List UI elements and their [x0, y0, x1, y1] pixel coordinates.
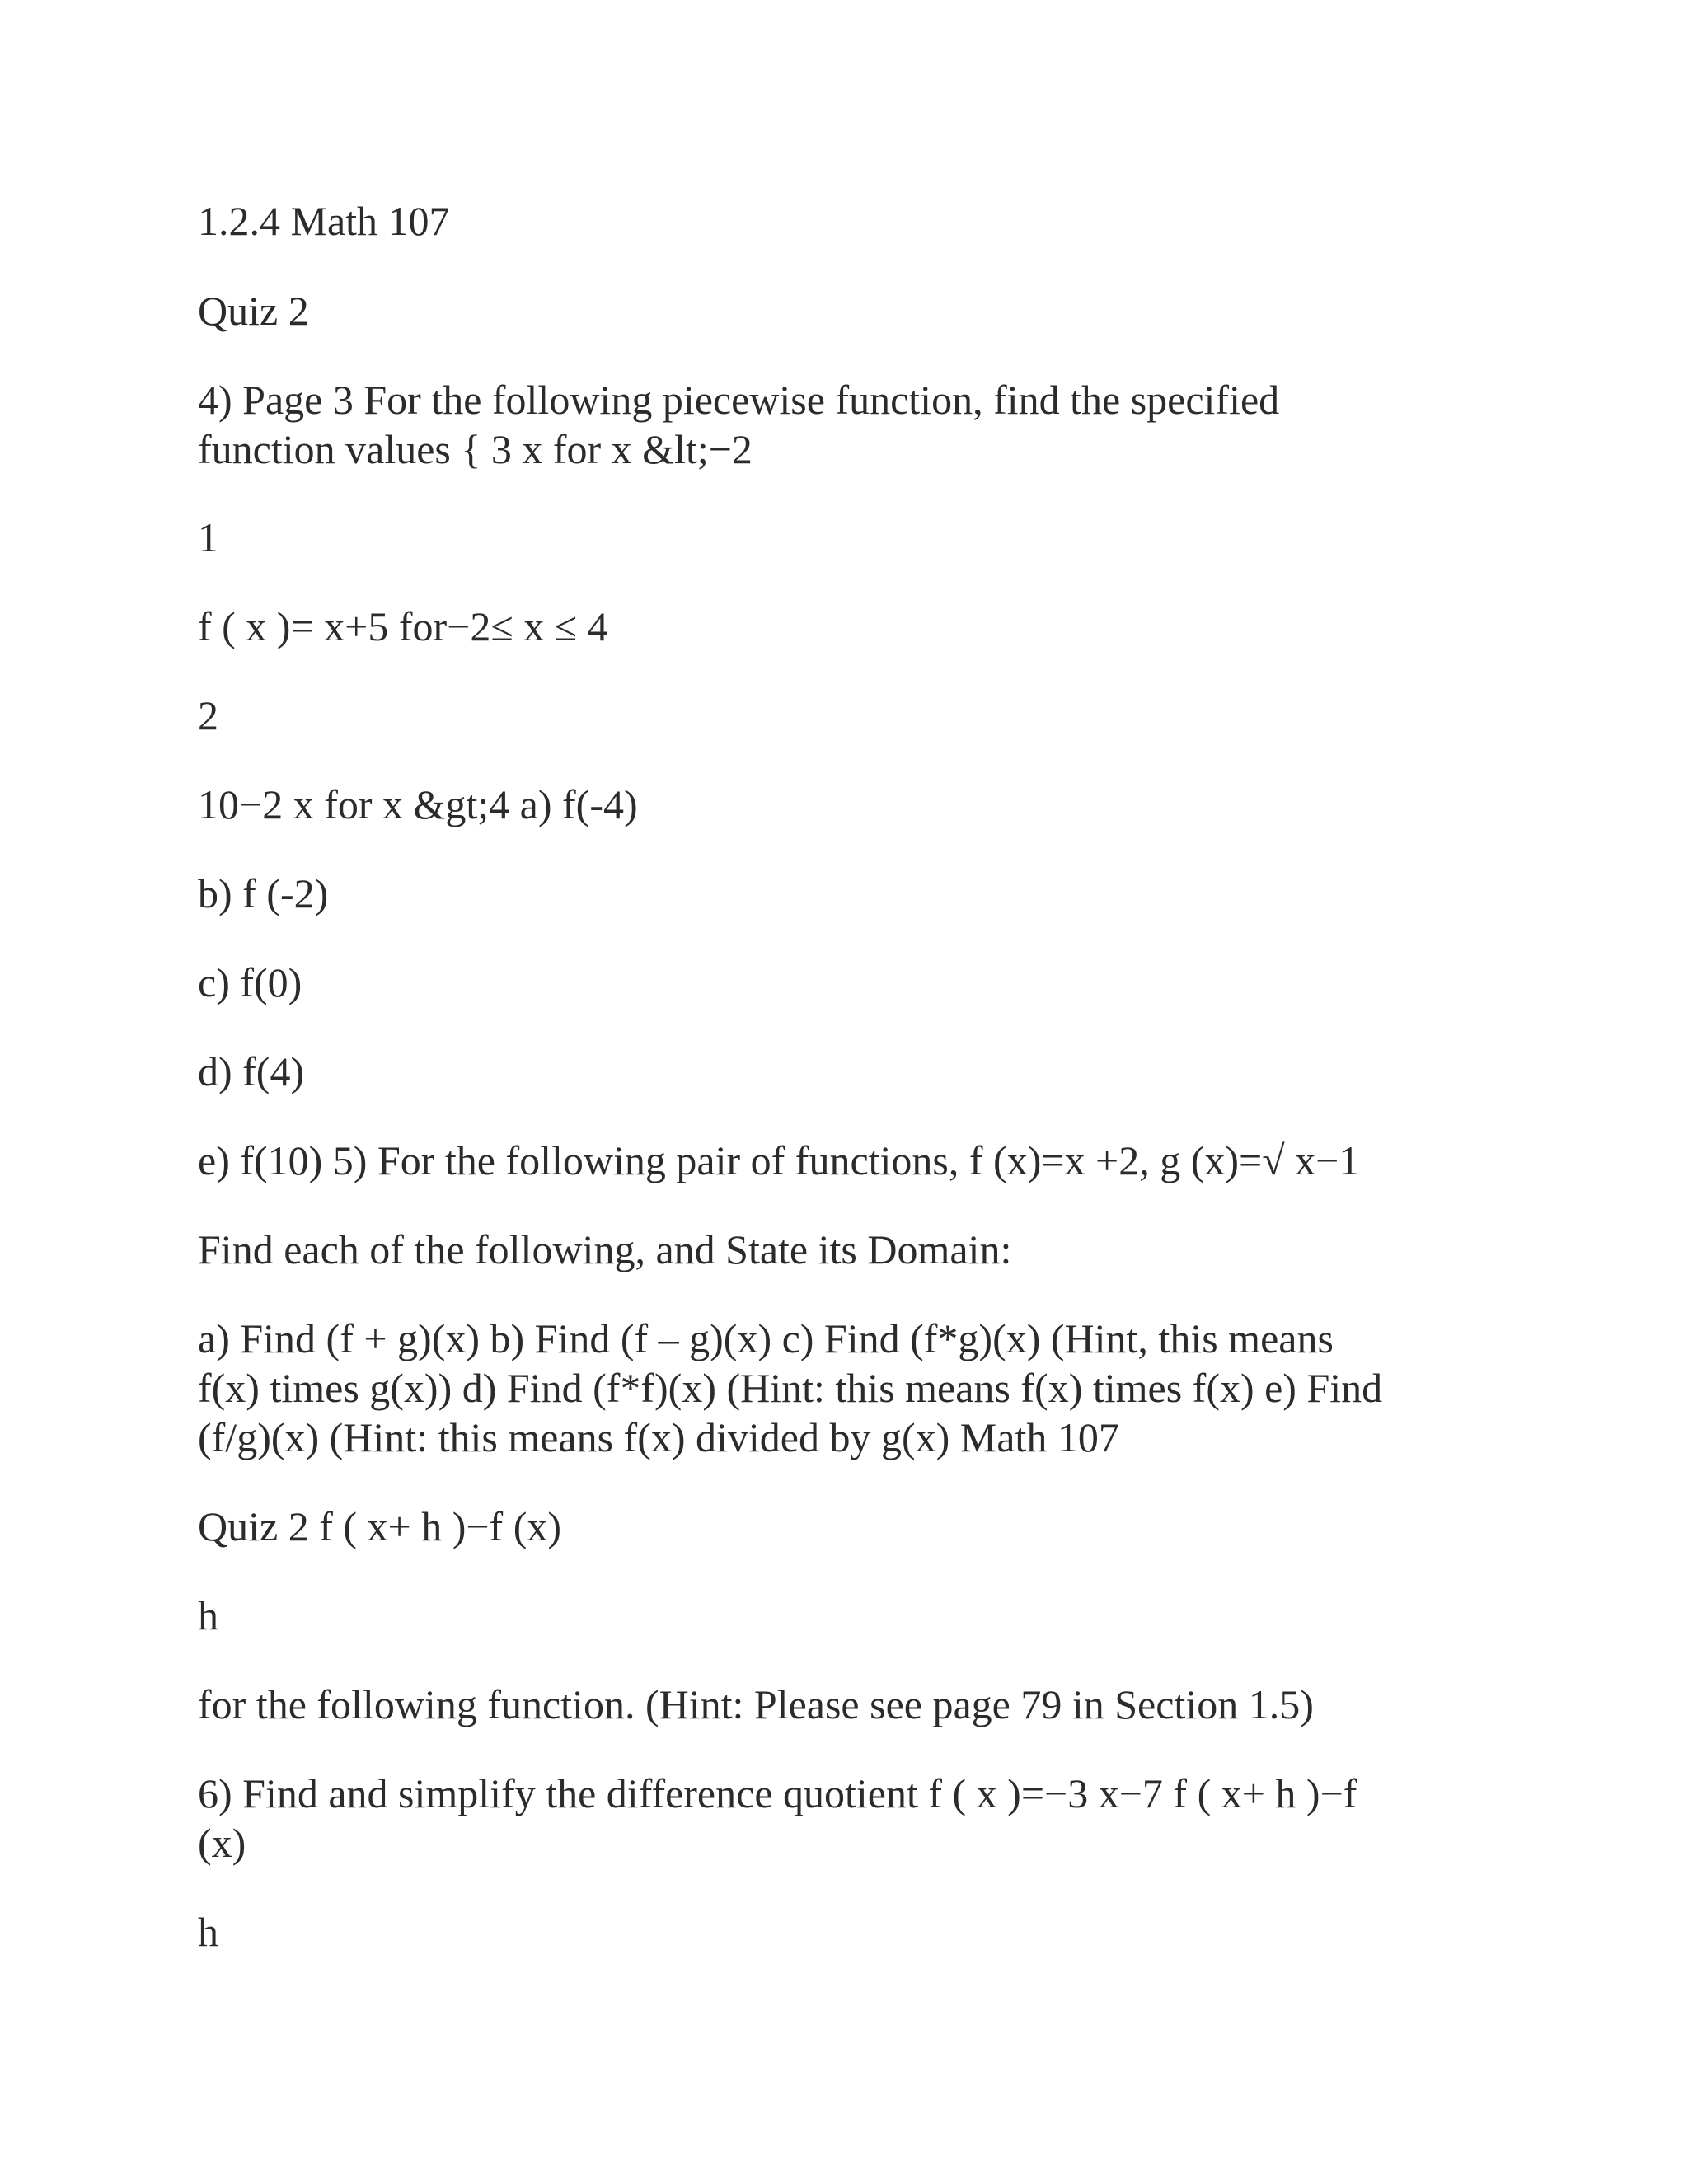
question-5-parts-line-2: f(x) times g(x)) d) Find (f*f)(x) (Hint: this means f(x) times f(x) e) Find [198, 1365, 1383, 1411]
fraction-denominator: 2 [198, 692, 218, 738]
question-5-instruction: Find each of the following, and State its Domain: [198, 1226, 1012, 1272]
quiz-label: Quiz 2 [198, 288, 309, 334]
piecewise-line-3: 10−2 x for x &gt;4 a) f(-4) [198, 781, 638, 827]
question-4-text-line-1: 4) Page 3 For the following piecewise function, find the specified [198, 377, 1280, 423]
question-4d: d) f(4) [198, 1048, 305, 1094]
piecewise-line: f ( x )= x+5 for−2≤ x ≤ 4 [198, 603, 608, 649]
question-4b: b) f (-2) [198, 870, 329, 916]
document-title: 1.2.4 Math 107 [198, 198, 450, 244]
question-6-text-line-1: 6) Find and simplify the difference quotient f ( x )=−3 x−7 f ( x+ h )−f [198, 1770, 1357, 1816]
question-5-parts-line-3: (f/g)(x) (Hint: this means f(x) divided by g(x) Math 107 [198, 1414, 1119, 1460]
question-5-parts-line-1: a) Find (f + g)(x) b) Find (f – g)(x) c) Find (f*g)(x) (Hint, this means [198, 1315, 1334, 1361]
question-6-text-line-2: (x) [198, 1820, 246, 1866]
question-4-text-line-2: function values { 3 x for x &lt;−2 [198, 426, 753, 472]
question-6-denominator: h [198, 1909, 218, 1955]
question-4c: c) f(0) [198, 959, 302, 1005]
difference-quotient-denominator: h [198, 1592, 218, 1638]
hint-line: for the following function. (Hint: Please see page 79 in Section 1.5) [198, 1681, 1314, 1727]
question-5-text: e) f(10) 5) For the following pair of functions, f (x)=x +2, g (x)=√ x−1 [198, 1137, 1360, 1183]
difference-quotient-numerator: Quiz 2 f ( x+ h )−f (x) [198, 1503, 561, 1549]
fraction-numerator: 1 [198, 514, 218, 560]
